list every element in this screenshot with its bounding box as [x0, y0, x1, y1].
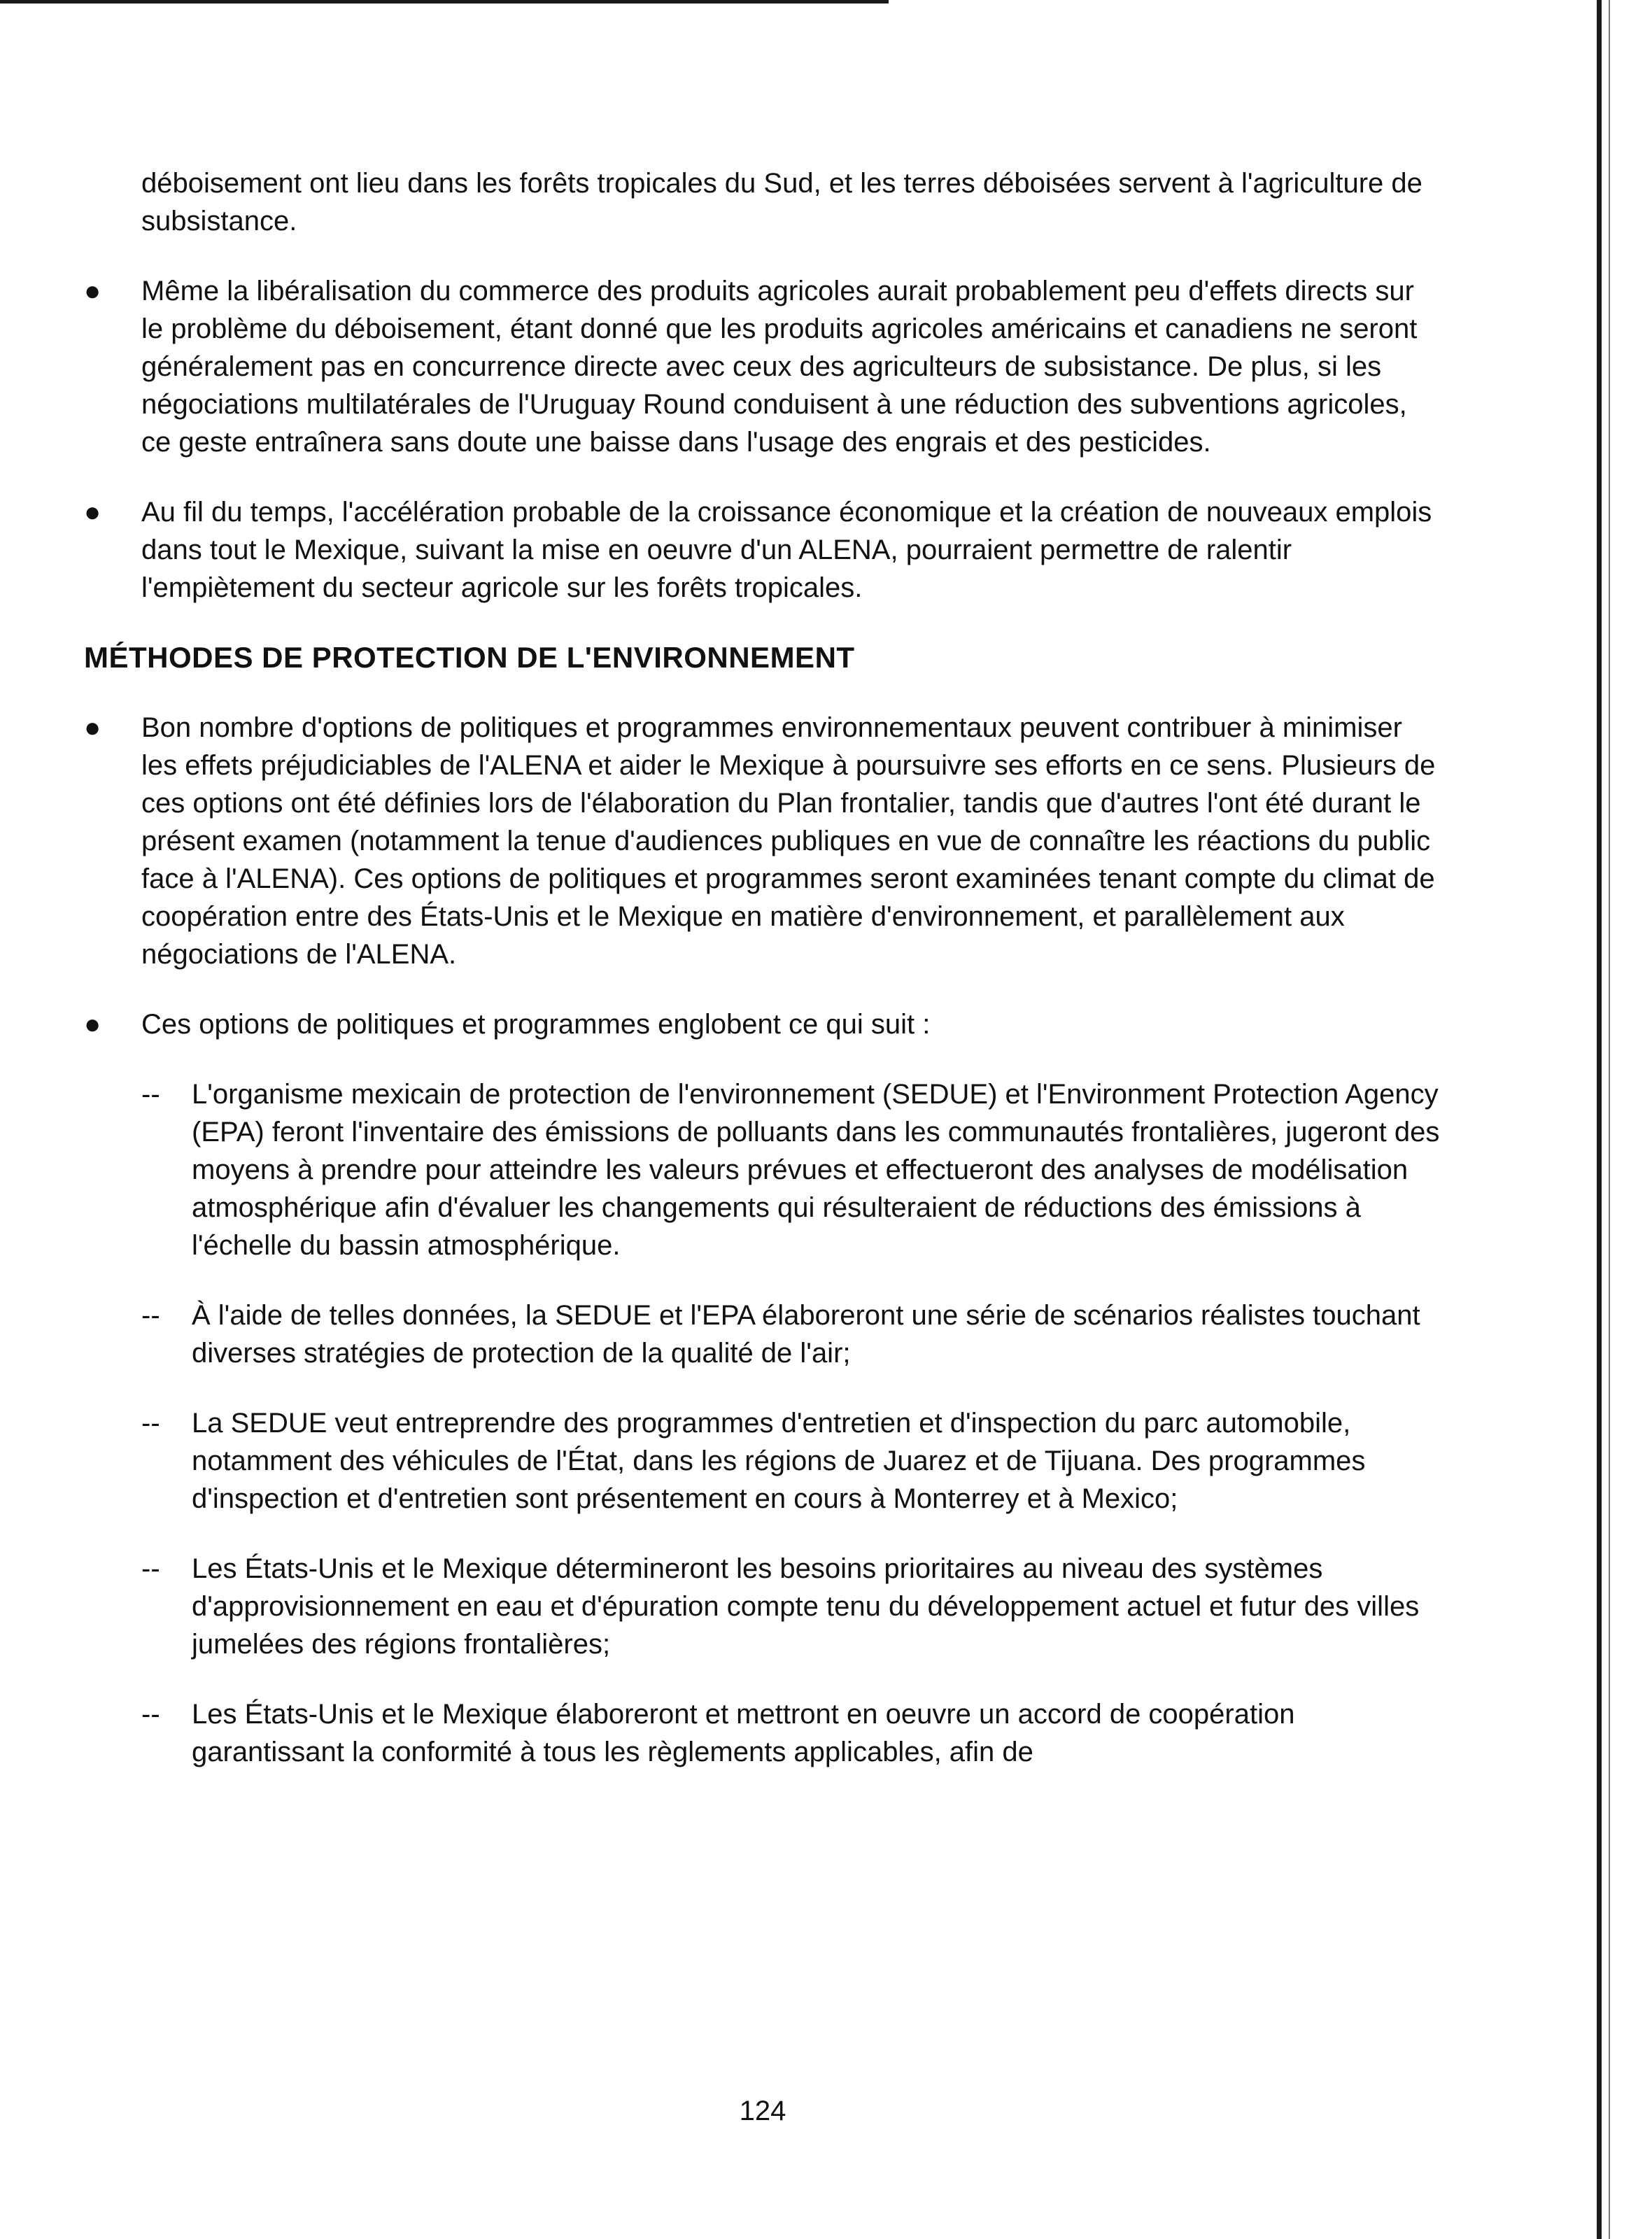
document-page: [84, 164, 1441, 1803]
dash-item: [141, 1550, 1441, 1663]
dash-icon: --: [141, 1408, 160, 1439]
right-page-border: [1597, 0, 1602, 2239]
page-number: 124: [739, 2096, 786, 2126]
dash-text: Les États-Unis et le Mexique détermineront les besoins prioritaires au niveau des systèmes d'approvisionnement en eau et d'épuration compte tenu du développement actuel et futur des villes jumelées des régions frontalières;: [192, 1553, 1420, 1660]
dash-icon: --: [141, 1300, 160, 1331]
bullet-text: Bon nombre d'options de politiques et programmes environnementaux peuvent contribuer à minimiser les effets préjudiciables de l'ALENA et aider le Mexique à poursuivre ses efforts en ce sens. Plusieurs de ces options ont été définies lors de l'élaboration du Plan frontalier, tandis que d'autres l'ont été durant le présent examen (notamment la tenue d'audiences publiques en vue de connaître les réactions du public face à l'ALENA). Ces options de politiques et programmes seront examinées tenant compte du climat de coopération entre des États-Unis et le Mexique en matière d'environnement, et parallèlement aux négociations de l'ALENA.: [141, 712, 1436, 970]
bullet-item: [84, 709, 1441, 973]
right-page-border-thin: [1609, 0, 1610, 2239]
section-heading: MÉTHODES DE PROTECTION DE L'ENVIRONNEMENT: [84, 641, 855, 674]
bullet-icon: ●: [84, 276, 101, 306]
dash-text: La SEDUE veut entreprendre des programmes d'entretien et d'inspection du parc automobile, notamment des véhicules de l'État, dans les régions de Juarez et de Tijuana. Des programmes d'inspection et d'entretien sont présentement en cours à Monterrey et à Mexico;: [192, 1408, 1366, 1514]
dash-item: [141, 1297, 1441, 1372]
bullet-icon: ●: [84, 497, 101, 528]
bullet-item: [84, 272, 1441, 461]
dash-item: [141, 1404, 1441, 1518]
dash-icon: --: [141, 1079, 160, 1110]
bullet-text: Ces options de politiques et programmes englobent ce qui suit :: [141, 1009, 931, 1040]
dash-text: Les États-Unis et le Mexique élaboreront et mettront en oeuvre un accord de coopération garantissant la conformité à tous les règlements applicables, afin de: [192, 1699, 1295, 1767]
dash-list: [141, 1075, 1441, 1771]
bullet-item: [84, 1005, 1441, 1043]
bullet-icon: ●: [84, 712, 101, 743]
bullet-text: Même la libéralisation du commerce des produits agricoles aurait probablement peu d'effets directs sur le problème du déboisement, étant donné que les produits agricoles américains et canadiens ne seront généralement pas en concurrence directe avec ceux des agriculteurs de subsistance. De plus, si les négociations multilatérales de l'Uruguay Round conduisent à une réduction des subventions agricoles, ce geste entraînera sans doute une baisse dans l'usage des engrais et des pesticides.: [141, 276, 1418, 458]
bullet-icon: ●: [84, 1009, 101, 1040]
intro-paragraph: déboisement ont lieu dans les forêts tropicales du Sud, et les terres déboisées servent à l'agriculture de subsistance.: [141, 168, 1422, 236]
dash-icon: --: [141, 1699, 160, 1730]
bullet-item: [84, 493, 1441, 607]
dash-text: L'organisme mexicain de protection de l'environnement (SEDUE) et l'Environment Protection Agency (EPA) feront l'inventaire des émissions de polluants dans les communautés frontalières, jugeront des moyens à prendre pour atteindre les valeurs prévues et effectueront des analyses de modélisation atmosphérique afin d'évaluer les changements qui résulteraient de réductions des émissions à l'échelle du bassin atmosphérique.: [192, 1079, 1440, 1261]
bullet-text: Au fil du temps, l'accélération probable de la croissance économique et la création de nouveaux emplois dans tout le Mexique, suivant la mise en oeuvre d'un ALENA, pourraient permettre de ralentir l'empiètement du secteur agricole sur les forêts tropicales.: [141, 497, 1432, 603]
dash-text: À l'aide de telles données, la SEDUE et l'EPA élaboreront une série de scénarios réalistes touchant diverses stratégies de protection de la qualité de l'air;: [192, 1300, 1420, 1369]
dash-icon: --: [141, 1553, 160, 1584]
dash-item: [141, 1075, 1441, 1264]
top-rule: [0, 0, 889, 3]
dash-item: [141, 1695, 1441, 1771]
